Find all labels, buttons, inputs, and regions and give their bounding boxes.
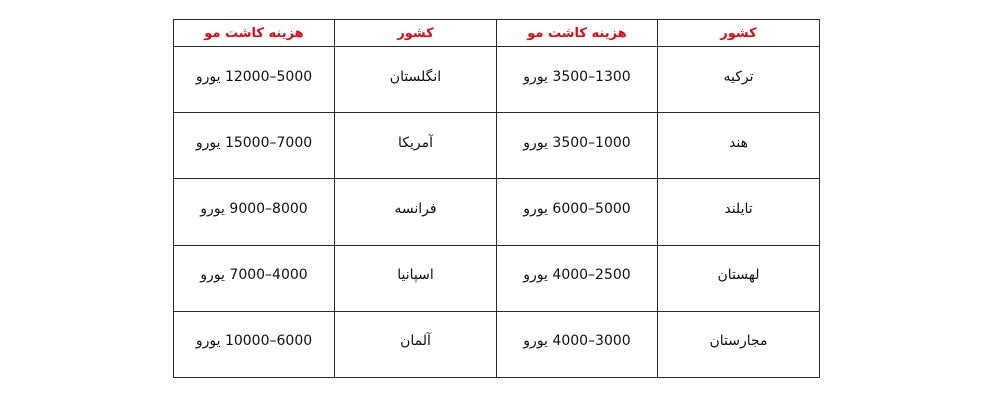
country-cell [658,113,820,179]
cost-value: 7000–15000 یورو [195,134,313,151]
cost-cell [174,113,335,179]
cost-value: 4000–7000 یورو [200,267,308,284]
country-cell [658,311,820,377]
country-cell [335,245,497,311]
header-country-1: کشور [658,20,820,47]
table-row [174,113,820,179]
country-cell [335,113,497,179]
cost-cell [497,245,658,311]
cost-value: 1300–3500 یورو [523,68,631,85]
cost-cell [497,47,658,113]
country-cell [335,179,497,245]
country-cell [335,311,497,377]
cost-value: 3000–4000 یورو [523,333,631,350]
country-name: هند [729,134,748,151]
cost-value: 2500–4000 یورو [523,267,631,284]
country-name: فرانسه [394,200,437,217]
header-cost-1: هزینه کاشت مو [497,20,658,47]
table-row [174,179,820,245]
country-name: آلمان [400,333,431,350]
table-row [174,311,820,377]
cost-cell [174,47,335,113]
country-name: مجارستان [709,333,768,350]
country-name: تایلند [724,200,753,217]
cost-cell [174,311,335,377]
cost-value: 8000–9000 یورو [200,200,308,217]
cost-value: 6000–10000 یورو [195,333,313,350]
country-name: اسپانیا [397,267,434,284]
header-cost-2: هزینه کاشت مو [174,20,335,47]
cost-value: 1000–3500 یورو [523,134,631,151]
table-header-row [174,20,820,47]
table-row [174,47,820,113]
cost-value: 5000–12000 یورو [195,68,313,85]
cost-cell [497,179,658,245]
table-row [174,245,820,311]
country-cell [335,47,497,113]
header-country-2: کشور [335,20,497,47]
hair-transplant-cost-table [173,19,820,378]
country-name: انگلستان [389,68,442,85]
cost-cell [497,113,658,179]
cost-cell [497,311,658,377]
cost-cell [174,245,335,311]
country-name: لهستان [717,267,760,284]
country-name: آمریکا [397,134,433,151]
cost-value: 5000–6000 یورو [523,200,631,217]
country-cell [658,179,820,245]
country-cell [658,47,820,113]
country-name: ترکیه [723,68,754,85]
country-cell [658,245,820,311]
cost-cell [174,179,335,245]
